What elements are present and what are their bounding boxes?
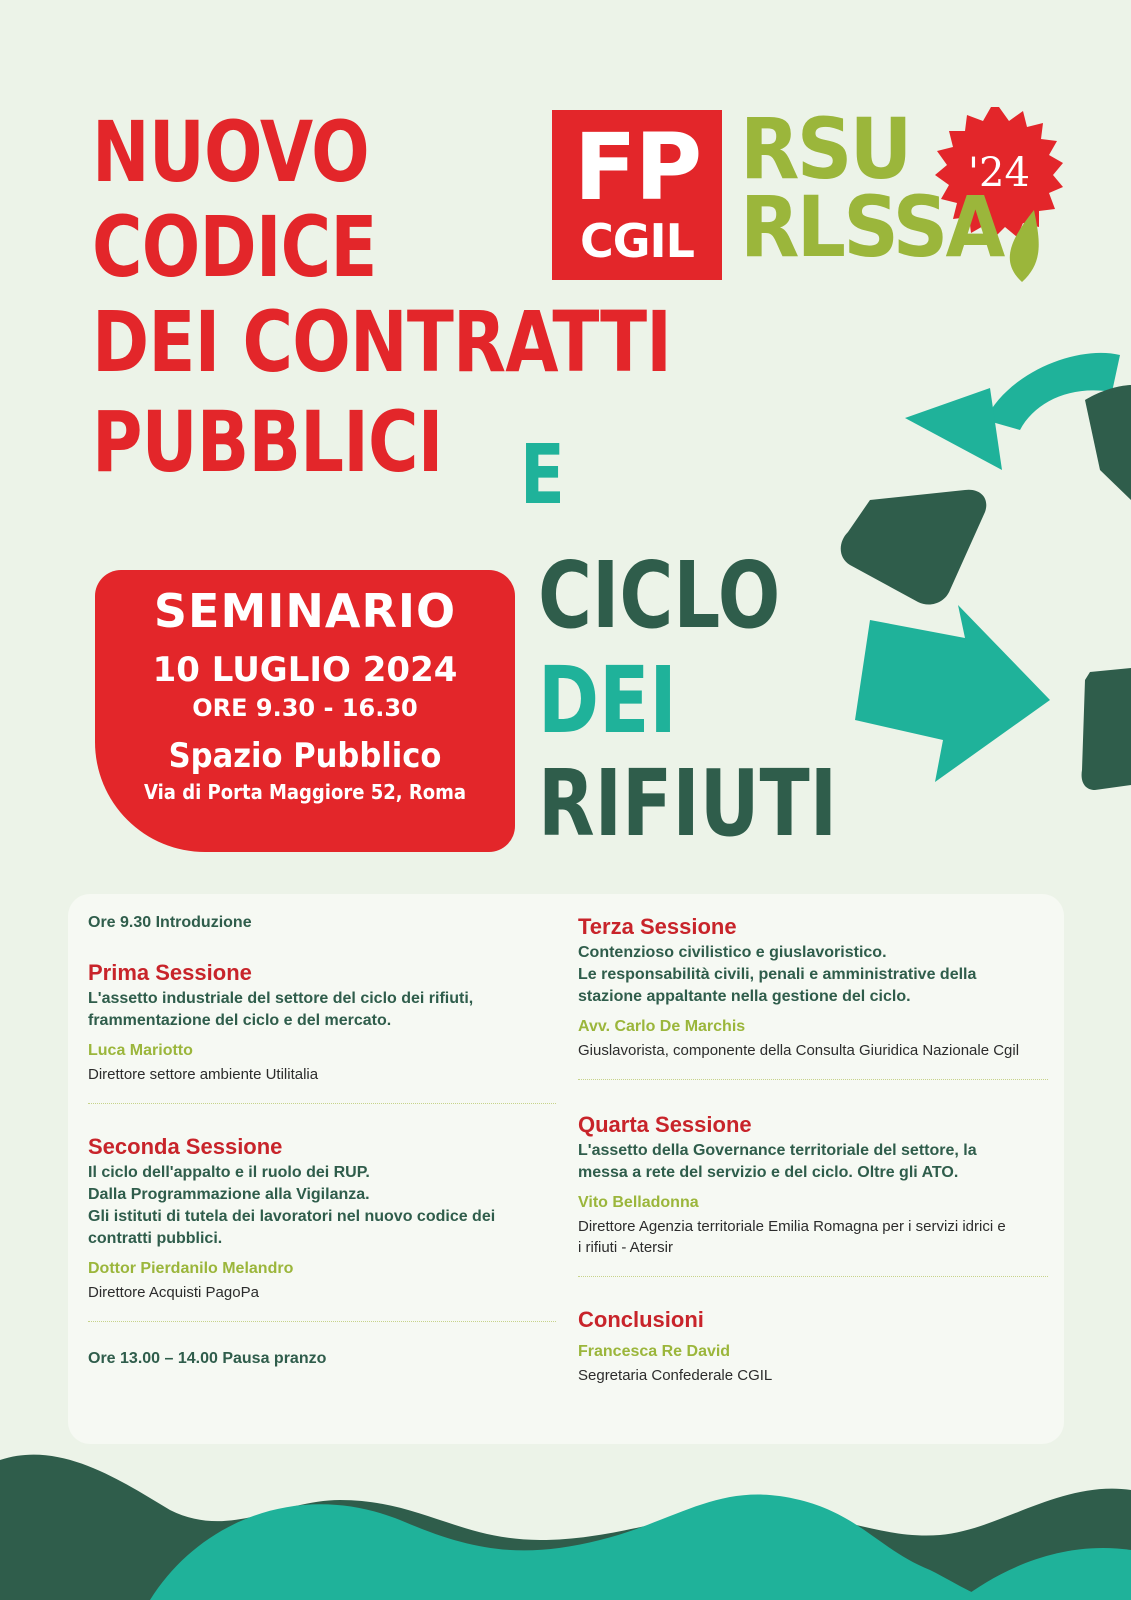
session-4-role — [578, 1216, 1048, 1258]
session-3-title: Terza Sessione — [578, 914, 737, 939]
program-right-column — [578, 894, 1048, 1386]
title-word-ciclo: CICLO — [538, 542, 781, 649]
separator — [578, 1276, 1048, 1277]
title-line-3: DEI CONTRATTI — [92, 293, 672, 391]
session-2-desc-line: Dalla Programmazione alla Vigilanza. — [88, 1186, 370, 1203]
session-4-desc — [578, 1140, 1048, 1184]
title-line-1: NUOVO — [92, 103, 369, 201]
session-2-speaker: Dottor Pierdanilo Melandro — [88, 1260, 294, 1277]
title-word-rifiuti: RIFIUTI — [538, 750, 838, 857]
bottom-waves — [0, 1440, 1131, 1600]
session-2-desc-line: Gli istituti di tutela dei lavoratori nel nuovo codice dei — [88, 1208, 496, 1225]
session-3 — [578, 914, 1048, 1061]
session-1-desc-line: frammentazione del ciclo e del mercato. — [88, 1012, 392, 1029]
session-2-desc — [88, 1162, 556, 1250]
session-2-title: Seconda Sessione — [88, 1134, 283, 1159]
session-1-desc-line: L'assetto industriale del settore del ciclo dei rifiuti, — [88, 990, 474, 1007]
title-word-dei: DEI — [538, 647, 677, 754]
session-3-desc-line: Le responsabilità civili, penali e amministrative della — [578, 966, 977, 983]
session-4 — [578, 1112, 1048, 1258]
separator — [88, 1321, 556, 1322]
session-4-speaker: Vito Belladonna — [578, 1194, 699, 1211]
conclusion-role: Segretaria Confederale CGIL — [578, 1367, 773, 1384]
title-line-2: CODICE — [92, 198, 377, 296]
year-badge: '24 — [968, 150, 1030, 196]
conclusion — [578, 1307, 1048, 1386]
session-4-desc-line: messa a rete del servizio e del ciclo. Oltre gli ATO. — [578, 1164, 959, 1181]
seminar-venue: Spazio Pubblico — [168, 736, 442, 776]
session-3-speaker: Avv. Carlo De Marchis — [578, 1018, 746, 1035]
session-2 — [88, 1134, 556, 1303]
session-1-title: Prima Sessione — [88, 960, 252, 985]
fp-logo-text: FP — [573, 114, 701, 221]
session-4-role-line: Direttore Agenzia territoriale Emilia Romagna per i servizi idrici e — [578, 1218, 1006, 1235]
session-3-role: Giuslavorista, componente della Consulta Giuridica Nazionale Cgil — [578, 1042, 1020, 1059]
cgil-logo-text: CGIL — [580, 214, 694, 268]
conclusion-speaker: Francesca Re David — [578, 1343, 731, 1360]
session-4-role-line: i rifiuti - Atersir — [578, 1239, 674, 1256]
session-1-desc — [88, 988, 556, 1032]
rlssa-logo-text: RLSSA — [740, 178, 1003, 276]
title-conjunction: E — [520, 428, 565, 523]
fp-cgil-logo — [552, 110, 722, 280]
program-panel — [68, 894, 1064, 1444]
program-left-column — [88, 894, 556, 1368]
session-1-speaker: Luca Mariotto — [88, 1042, 193, 1059]
conclusion-title: Conclusioni — [578, 1307, 704, 1332]
seminar-date: 10 LUGLIO 2024 — [152, 650, 458, 690]
session-2-role: Direttore Acquisti PagoPa — [88, 1284, 259, 1301]
session-4-title: Quarta Sessione — [578, 1112, 752, 1137]
seminar-address: Via di Porta Maggiore 52, Roma — [144, 780, 466, 804]
title-line-4: PUBBLICI — [92, 393, 443, 491]
session-2-desc-line: contratti pubblici. — [88, 1230, 223, 1247]
separator — [578, 1079, 1048, 1080]
seminar-time: ORE 9.30 - 16.30 — [192, 694, 418, 722]
session-2-desc-line: Il ciclo dell'appalto e il ruolo dei RUP. — [88, 1164, 370, 1181]
session-1-role: Direttore settore ambiente Utilitalia — [88, 1066, 319, 1083]
seminar-label: SEMINARIO — [153, 584, 457, 638]
rsu-logo-text: RSU — [740, 100, 910, 198]
session-3-desc — [578, 942, 1048, 1008]
separator — [88, 1103, 556, 1104]
session-3-desc-line: Contenzioso civilistico e giuslavoristico. — [578, 944, 887, 961]
session-3-desc-line: stazione appaltante nella gestione del ciclo. — [578, 988, 911, 1005]
seminar-info-box — [95, 570, 515, 852]
session-4-desc-line: L'assetto della Governance territoriale del settore, la — [578, 1142, 977, 1159]
session-1 — [88, 960, 556, 1085]
lunch-break: Ore 13.00 – 14.00 Pausa pranzo — [88, 1350, 327, 1367]
intro-item: Ore 9.30 Introduzione — [88, 914, 252, 931]
